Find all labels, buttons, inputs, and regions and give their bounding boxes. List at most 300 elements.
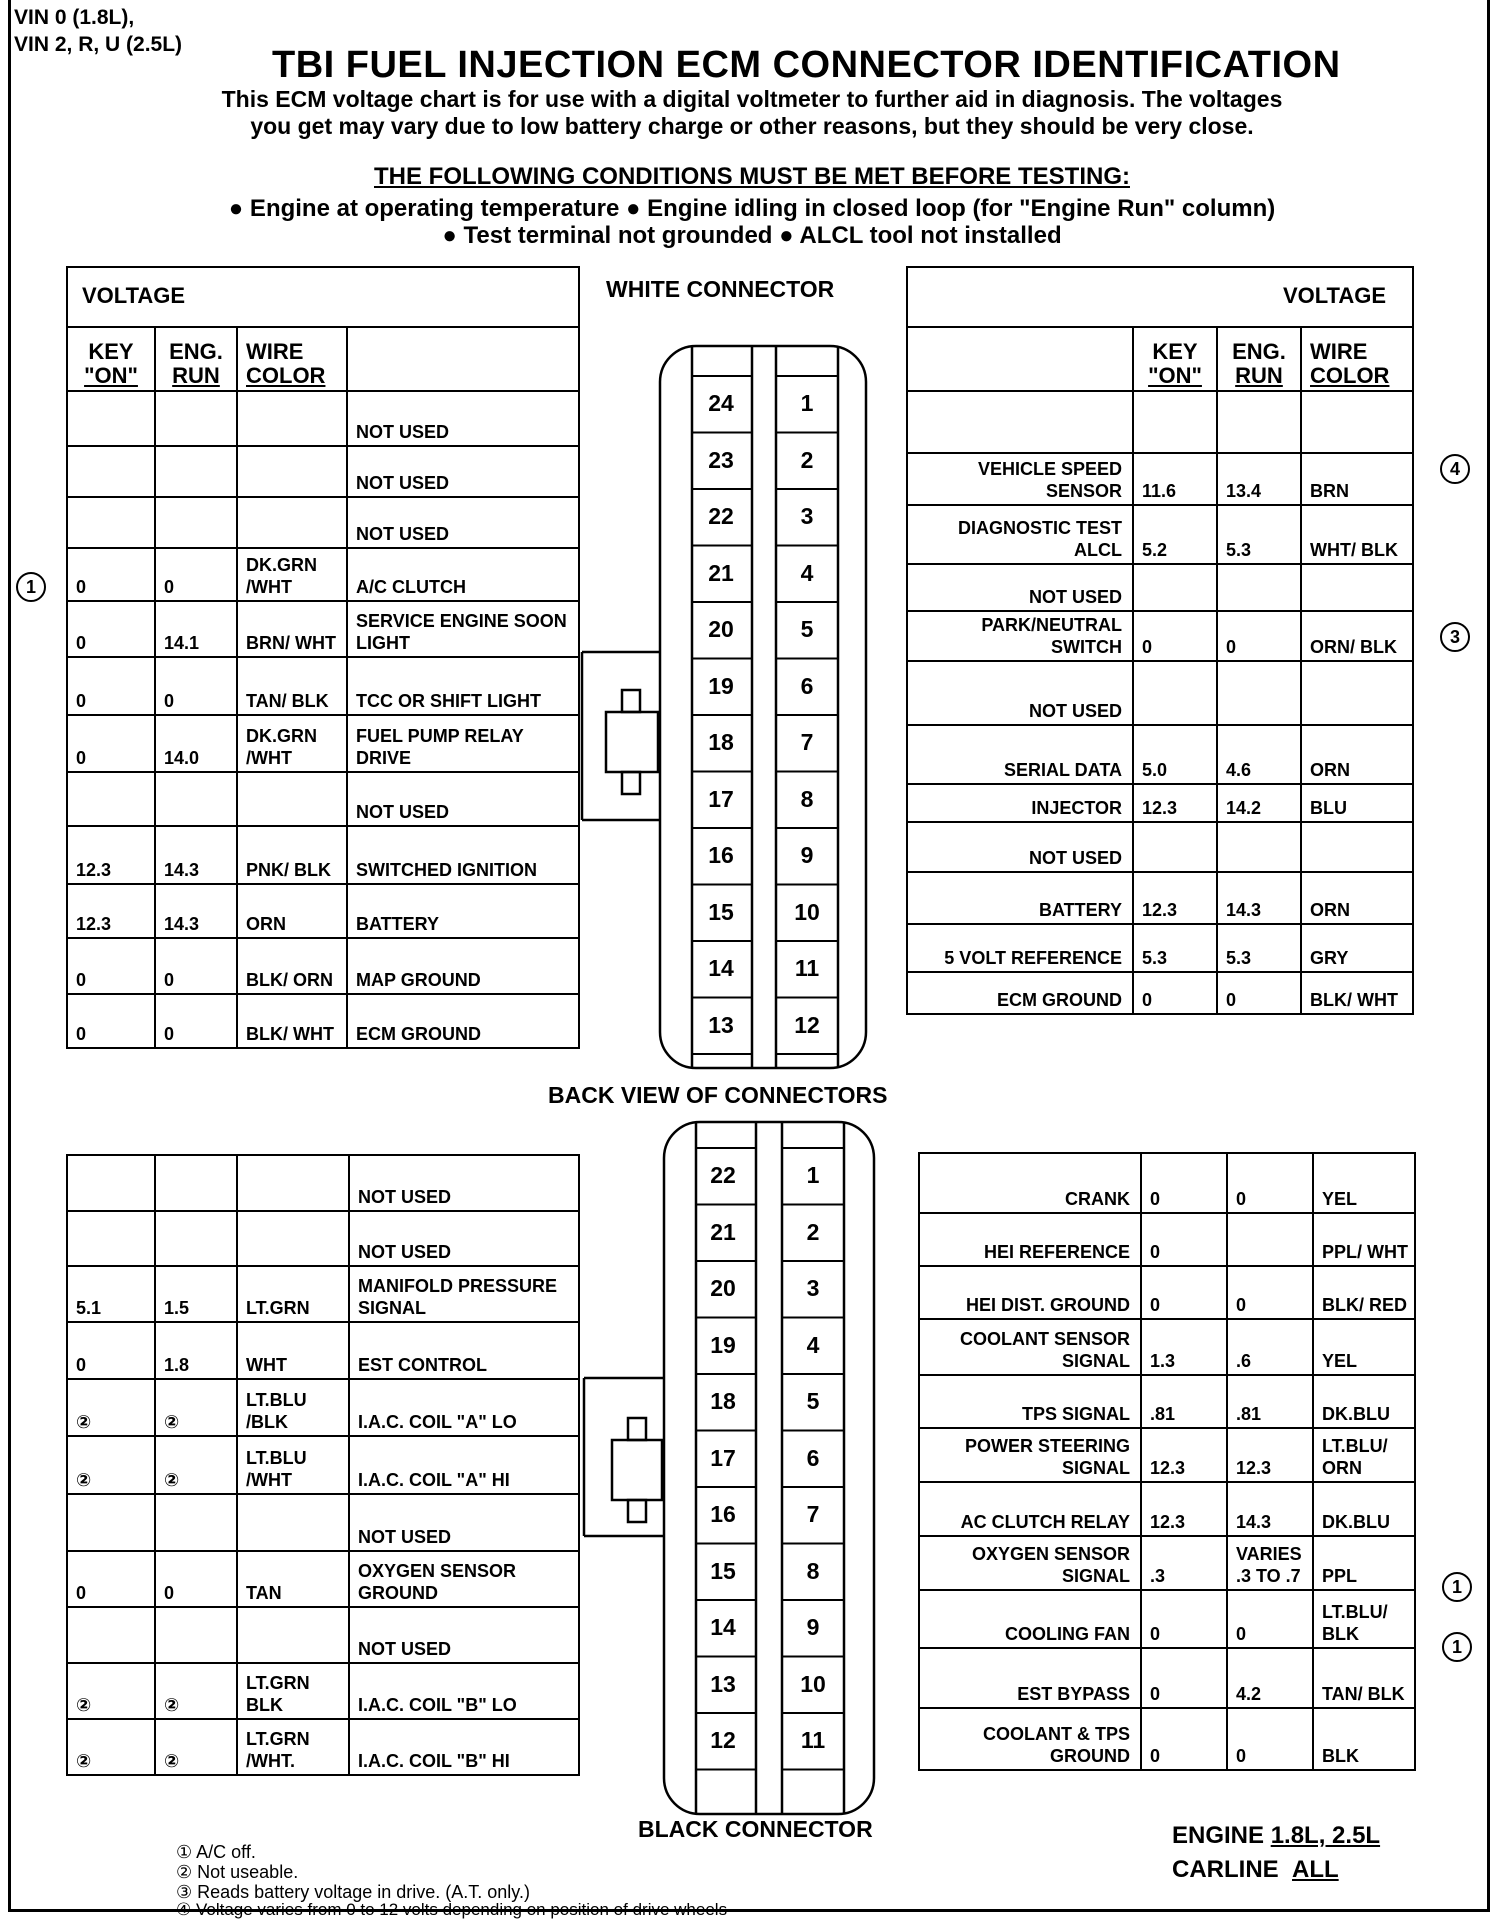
- white-left-key-on-17: [67, 772, 155, 826]
- white-right-eng-run-12: 0: [1217, 972, 1301, 1014]
- black-right-eng-run-7: 14.3: [1227, 1482, 1313, 1536]
- black-right-row-pin-10: [919, 1648, 1415, 1708]
- black-right-row-pin-3: [919, 1266, 1415, 1319]
- note-3: ③ Reads battery voltage in drive. (A.T. only.): [176, 1882, 530, 1902]
- white-connector-right-pin-1: 1: [800, 390, 814, 416]
- white-left-key-on-14: 0: [67, 938, 155, 994]
- white-left-wire-color-14: BLK/ ORN: [237, 938, 347, 994]
- black-right-row-pin-7: [919, 1482, 1415, 1536]
- white-left-eng-run-23: [155, 446, 237, 497]
- white-left-wire-color-18: DK.GRN /WHT: [237, 715, 347, 772]
- white-left-row-pin-16: [67, 826, 579, 884]
- black-connector-left-pin-15: 15: [710, 1557, 736, 1584]
- black-right-eng-run-10: 4.2: [1227, 1648, 1313, 1708]
- black-right-wire-color-8: PPL: [1313, 1536, 1415, 1590]
- carline-line: [1172, 1856, 1339, 1884]
- black-connector-right-pin-7: 7: [806, 1501, 820, 1527]
- white-right-eng-run-1: [1217, 391, 1301, 453]
- black-left-key-on-13: ②: [67, 1663, 155, 1719]
- eng-run-header-right: ENG. RUN: [1217, 327, 1301, 391]
- white-right-key-on-4: [1133, 564, 1217, 611]
- black-left-row-pin-13: [67, 1663, 579, 1719]
- black-right-function-3: HEI DIST. GROUND: [919, 1266, 1141, 1319]
- black-left-eng-run-12: ②: [155, 1719, 237, 1775]
- white-left-row-pin-22: [67, 497, 579, 548]
- white-right-function-5: PARK/NEUTRAL SWITCH: [907, 611, 1133, 661]
- black-left-key-on-20: 5.1: [67, 1266, 155, 1322]
- white-right-wire-color-3: WHT/ BLK: [1301, 505, 1413, 564]
- conditions-line-1: ● Engine at operating temperature ● Engine idling in closed loop (for "Engine Run" column): [228, 195, 1276, 222]
- black-right-key-on-11: 0: [1141, 1708, 1227, 1770]
- black-left-wire-color-21: [237, 1211, 349, 1266]
- black-connector-right-pin-10: 10: [800, 1670, 826, 1697]
- intro-line-1: This ECM voltage chart is for use with a digital voltmeter to further aid in diagnosis. The voltages: [221, 86, 1283, 112]
- white-right-function-12: ECM GROUND: [907, 972, 1133, 1014]
- white-left-function-13: ECM GROUND: [347, 994, 579, 1048]
- white-left-eng-run-22: [155, 497, 237, 548]
- white-connector-title: WHITE CONNECTOR: [606, 276, 835, 302]
- white-left-key-on-22: [67, 497, 155, 548]
- white-connector-left-pin-23: 23: [708, 446, 734, 473]
- black-left-wire-color-13: LT.GRN BLK: [237, 1663, 349, 1719]
- white-left-row-pin-17: [67, 772, 579, 826]
- black-left-eng-run-19: 1.8: [155, 1322, 237, 1379]
- black-right-row-pin-5: [919, 1375, 1415, 1428]
- black-left-wire-color-19: WHT: [237, 1322, 349, 1379]
- white-left-row-pin-24: [67, 391, 579, 446]
- white-left-eng-run-24: [155, 391, 237, 446]
- black-right-function-6: POWER STEERING SIGNAL: [919, 1428, 1141, 1482]
- white-right-eng-run-7: 4.6: [1217, 725, 1301, 784]
- black-left-eng-run-20: 1.5: [155, 1266, 237, 1322]
- white-left-key-on-23: [67, 446, 155, 497]
- white-left-wire-color-17: [237, 772, 347, 826]
- black-right-wire-color-9: LT.BLU/ BLK: [1313, 1590, 1415, 1648]
- white-right-wire-color-9: [1301, 822, 1413, 872]
- white-right-function-10: BATTERY: [907, 872, 1133, 924]
- black-right-wire-color-7: DK.BLU: [1313, 1482, 1415, 1536]
- white-left-row-pin-19: [67, 657, 579, 715]
- note-1: ① A/C off.: [176, 1842, 256, 1862]
- white-left-row-pin-23: [67, 446, 579, 497]
- black-left-eng-run-14: [155, 1607, 237, 1663]
- white-connector-left-pin-24: 24: [708, 390, 734, 416]
- black-connector-right-pin-3: 3: [806, 1275, 820, 1301]
- white-left-row-pin-14: [67, 938, 579, 994]
- white-right-eng-run-6: [1217, 661, 1301, 725]
- white-right-key-on-1: [1133, 391, 1217, 453]
- black-connector-left-pin-12: 12: [710, 1727, 736, 1753]
- white-right-row-pin-12: [907, 972, 1413, 1014]
- white-left-wire-color-24: [237, 391, 347, 446]
- black-right-function-2: HEI REFERENCE: [919, 1213, 1141, 1266]
- black-connector-left-pin-20: 20: [710, 1275, 736, 1301]
- white-right-function-11: 5 VOLT REFERENCE: [907, 924, 1133, 972]
- white-left-key-on-16: 12.3: [67, 826, 155, 884]
- white-connector-right-pin-8: 8: [800, 785, 814, 812]
- white-connector-right-pin-12: 12: [794, 1011, 820, 1038]
- white-connector-right-pin-5: 5: [800, 616, 814, 642]
- white-right-row-pin-8: [907, 784, 1413, 822]
- black-right-row-pin-8: [919, 1536, 1415, 1590]
- black-right-key-on-8: .3: [1141, 1536, 1227, 1590]
- white-connector-right-pin-4: 4: [800, 559, 814, 586]
- key-on-header: KEY "ON": [67, 327, 155, 391]
- callout-4-vss: 4: [1440, 454, 1470, 484]
- white-right-wire-color-7: ORN: [1301, 725, 1413, 784]
- white-connector-left-pin-14: 14: [708, 955, 734, 981]
- black-left-row-pin-16: [67, 1494, 579, 1551]
- white-connector-right-pin-11: 11: [794, 955, 820, 981]
- white-left-key-on-20: 0: [67, 601, 155, 657]
- black-right-row-pin-11: [919, 1708, 1415, 1770]
- white-left-eng-run-13: 0: [155, 994, 237, 1048]
- white-right-key-on-3: 5.2: [1133, 505, 1217, 564]
- callout-1-white-21: 1: [16, 572, 46, 602]
- black-right-key-on-9: 0: [1141, 1590, 1227, 1648]
- black-right-wire-color-1: YEL: [1313, 1153, 1415, 1213]
- white-left-table: [66, 266, 580, 1049]
- white-left-eng-run-18: 14.0: [155, 715, 237, 772]
- white-left-wire-color-13: BLK/ WHT: [237, 994, 347, 1048]
- black-left-table: [66, 1154, 580, 1776]
- black-right-function-10: EST BYPASS: [919, 1648, 1141, 1708]
- white-connector-left-pin-13: 13: [708, 1011, 734, 1038]
- white-connector-left-pin-16: 16: [708, 842, 734, 868]
- white-right-function-6: NOT USED: [907, 661, 1133, 725]
- black-left-function-20: MANIFOLD PRESSURE SIGNAL: [349, 1266, 579, 1322]
- white-left-function-16: SWITCHED IGNITION: [347, 826, 579, 884]
- black-connector-right-pin-11: 11: [800, 1727, 826, 1753]
- voltage-header: VOLTAGE: [67, 267, 347, 327]
- white-connector-left-pin-19: 19: [708, 672, 734, 699]
- black-right-key-on-6: 12.3: [1141, 1428, 1227, 1482]
- carline-label: CARLINE: [1172, 1856, 1279, 1883]
- black-left-key-on-22: [67, 1155, 155, 1211]
- black-connector-left-pin-21: 21: [710, 1218, 736, 1245]
- wire-color-header-right: WIRE COLOR: [1301, 327, 1413, 391]
- white-left-function-15: BATTERY: [347, 884, 579, 938]
- white-right-row-pin-2: [907, 453, 1413, 505]
- conditions-line-2: ● Test terminal not grounded ● ALCL tool not installed: [442, 222, 1062, 249]
- white-left-function-23: NOT USED: [347, 446, 579, 497]
- white-left-function-14: MAP GROUND: [347, 938, 579, 994]
- white-right-row-pin-5: [907, 611, 1413, 661]
- white-right-key-on-12: 0: [1133, 972, 1217, 1014]
- black-left-key-on-14: [67, 1607, 155, 1663]
- white-connector-left-pin-21: 21: [708, 559, 734, 586]
- page-title: TBI FUEL INJECTION ECM CONNECTOR IDENTIFICATION: [272, 44, 1341, 86]
- black-left-eng-run-18: ②: [155, 1379, 237, 1436]
- white-left-function-17: NOT USED: [347, 772, 579, 826]
- white-right-key-on-10: 12.3: [1133, 872, 1217, 924]
- black-right-wire-color-11: BLK: [1313, 1708, 1415, 1770]
- white-connector-left-pin-17: 17: [708, 785, 734, 812]
- white-right-row-pin-6: [907, 661, 1413, 725]
- black-left-function-18: I.A.C. COIL "A" LO: [349, 1379, 579, 1436]
- white-right-wire-color-12: BLK/ WHT: [1301, 972, 1413, 1014]
- white-left-function-22: NOT USED: [347, 497, 579, 548]
- white-left-function-20: SERVICE ENGINE SOON LIGHT: [347, 601, 579, 657]
- white-left-eng-run-14: 0: [155, 938, 237, 994]
- black-left-key-on-18: ②: [67, 1379, 155, 1436]
- black-right-key-on-7: 12.3: [1141, 1482, 1227, 1536]
- white-left-row-pin-18: [67, 715, 579, 772]
- white-left-key-on-18: 0: [67, 715, 155, 772]
- white-left-key-on-19: 0: [67, 657, 155, 715]
- black-right-eng-run-2: [1227, 1213, 1313, 1266]
- black-left-key-on-15: 0: [67, 1551, 155, 1607]
- white-right-eng-run-2: 13.4: [1217, 453, 1301, 505]
- black-connector-left-pin-13: 13: [710, 1670, 736, 1697]
- white-right-wire-color-10: ORN: [1301, 872, 1413, 924]
- white-right-eng-run-3: 5.3: [1217, 505, 1301, 564]
- back-view-title: BACK VIEW OF CONNECTORS: [548, 1082, 888, 1108]
- black-right-row-pin-9: [919, 1590, 1415, 1648]
- black-left-eng-run-22: [155, 1155, 237, 1211]
- white-right-wire-color-4: [1301, 564, 1413, 611]
- white-left-wire-color-21: DK.GRN /WHT: [237, 548, 347, 601]
- black-left-row-pin-12: [67, 1719, 579, 1775]
- white-right-eng-run-10: 14.3: [1217, 872, 1301, 924]
- white-connector-right-pin-10: 10: [794, 898, 820, 925]
- white-left-eng-run-21: 0: [155, 548, 237, 601]
- black-right-eng-run-4: .6: [1227, 1319, 1313, 1375]
- white-left-wire-color-19: TAN/ BLK: [237, 657, 347, 715]
- conditions-heading: THE FOLLOWING CONDITIONS MUST BE MET BEFORE TESTING:: [374, 163, 1130, 190]
- white-left-eng-run-19: 0: [155, 657, 237, 715]
- white-right-table: [906, 266, 1414, 1015]
- white-right-key-on-2: 11.6: [1133, 453, 1217, 505]
- white-connector-right-pin-6: 6: [800, 672, 814, 699]
- callout-1-oxygen-sensor: 1: [1442, 1572, 1472, 1602]
- white-left-key-on-24: [67, 391, 155, 446]
- black-connector-title: BLACK CONNECTOR: [638, 1816, 873, 1842]
- white-left-row-pin-21: [67, 548, 579, 601]
- black-left-row-pin-22: [67, 1155, 579, 1211]
- wire-color-header: WIRE COLOR: [237, 327, 347, 391]
- black-right-key-on-2: 0: [1141, 1213, 1227, 1266]
- black-left-key-on-21: [67, 1211, 155, 1266]
- black-right-row-pin-6: [919, 1428, 1415, 1482]
- black-left-function-14: NOT USED: [349, 1607, 579, 1663]
- black-left-eng-run-21: [155, 1211, 237, 1266]
- black-left-function-15: OXYGEN SENSOR GROUND: [349, 1551, 579, 1607]
- black-left-wire-color-22: [237, 1155, 349, 1211]
- black-right-function-11: COOLANT & TPS GROUND: [919, 1708, 1141, 1770]
- white-right-function-9: NOT USED: [907, 822, 1133, 872]
- black-right-key-on-10: 0: [1141, 1648, 1227, 1708]
- white-left-eng-run-16: 14.3: [155, 826, 237, 884]
- white-left-key-on-21: 0: [67, 548, 155, 601]
- callout-1-cooling-fan: 1: [1442, 1632, 1472, 1662]
- black-connector-left-pin-14: 14: [710, 1614, 736, 1640]
- white-right-eng-run-8: 14.2: [1217, 784, 1301, 822]
- voltage-header-right: VOLTAGE: [1133, 267, 1413, 327]
- black-left-row-pin-17: [67, 1436, 579, 1494]
- black-connector-right-pin-1: 1: [806, 1162, 820, 1188]
- white-right-key-on-7: 5.0: [1133, 725, 1217, 784]
- white-right-eng-run-5: 0: [1217, 611, 1301, 661]
- black-left-row-pin-21: [67, 1211, 579, 1266]
- white-left-row-pin-20: [67, 601, 579, 657]
- note-4: ④ Voltage varies from 0 to 12 volts depending on position of drive wheels: [176, 1900, 728, 1919]
- white-right-row-pin-10: [907, 872, 1413, 924]
- black-connector-left-pin-18: 18: [710, 1388, 736, 1414]
- black-left-wire-color-14: [237, 1607, 349, 1663]
- white-connector-right-pin-2: 2: [800, 446, 814, 473]
- black-left-function-21: NOT USED: [349, 1211, 579, 1266]
- white-left-function-21: A/C CLUTCH: [347, 548, 579, 601]
- black-left-wire-color-18: LT.BLU /BLK: [237, 1379, 349, 1436]
- white-right-eng-run-9: [1217, 822, 1301, 872]
- black-right-eng-run-5: .81: [1227, 1375, 1313, 1428]
- black-left-key-on-16: [67, 1494, 155, 1551]
- white-right-wire-color-5: ORN/ BLK: [1301, 611, 1413, 661]
- black-left-row-pin-14: [67, 1607, 579, 1663]
- black-left-wire-color-12: LT.GRN /WHT.: [237, 1719, 349, 1775]
- black-connector-right-pin-6: 6: [806, 1444, 820, 1471]
- white-right-function-7: SERIAL DATA: [907, 725, 1133, 784]
- black-connector-latch: [612, 1440, 662, 1500]
- black-connector-left-pin-19: 19: [710, 1331, 736, 1358]
- white-left-eng-run-17: [155, 772, 237, 826]
- white-connector-left-pin-15: 15: [708, 898, 734, 925]
- black-right-wire-color-4: YEL: [1313, 1319, 1415, 1375]
- white-connector-latch: [606, 712, 658, 772]
- white-left-row-pin-15: [67, 884, 579, 938]
- black-right-key-on-5: .81: [1141, 1375, 1227, 1428]
- white-left-wire-color-20: BRN/ WHT: [237, 601, 347, 657]
- callout-3-park-neutral: 3: [1440, 622, 1470, 652]
- white-right-row-pin-7: [907, 725, 1413, 784]
- engine-line: [1172, 1822, 1380, 1850]
- black-left-wire-color-16: [237, 1494, 349, 1551]
- white-right-key-on-9: [1133, 822, 1217, 872]
- vin-line-2: VIN 2, R, U (2.5L): [14, 33, 183, 56]
- white-right-eng-run-11: 5.3: [1217, 924, 1301, 972]
- white-right-function-3: DIAGNOSTIC TEST ALCL: [907, 505, 1133, 564]
- white-right-eng-run-4: [1217, 564, 1301, 611]
- white-right-key-on-8: 12.3: [1133, 784, 1217, 822]
- white-left-row-pin-13: [67, 994, 579, 1048]
- black-left-wire-color-15: TAN: [237, 1551, 349, 1607]
- white-connector-right-pin-9: 9: [800, 842, 814, 868]
- black-connector-right-pin-5: 5: [806, 1388, 820, 1414]
- white-left-wire-color-23: [237, 446, 347, 497]
- white-right-row-pin-1: [907, 391, 1413, 453]
- white-left-function-19: TCC OR SHIFT LIGHT: [347, 657, 579, 715]
- white-connector-left-pin-22: 22: [708, 503, 734, 529]
- white-right-wire-color-8: BLU: [1301, 784, 1413, 822]
- black-right-key-on-3: 0: [1141, 1266, 1227, 1319]
- white-left-function-18: FUEL PUMP RELAY DRIVE: [347, 715, 579, 772]
- black-right-wire-color-5: DK.BLU: [1313, 1375, 1415, 1428]
- carline-value: ALL: [1292, 1856, 1339, 1883]
- white-left-eng-run-20: 14.1: [155, 601, 237, 657]
- white-connector-right-pin-3: 3: [800, 503, 814, 529]
- black-right-function-4: COOLANT SENSOR SIGNAL: [919, 1319, 1141, 1375]
- white-right-wire-color-1: [1301, 391, 1413, 453]
- black-left-function-12: I.A.C. COIL "B" HI: [349, 1719, 579, 1775]
- black-right-eng-run-8: VARIES .3 TO .7: [1227, 1536, 1313, 1590]
- black-left-row-pin-20: [67, 1266, 579, 1322]
- white-right-function-4: NOT USED: [907, 564, 1133, 611]
- black-left-key-on-19: 0: [67, 1322, 155, 1379]
- white-right-key-on-6: [1133, 661, 1217, 725]
- white-connector-left-pin-18: 18: [708, 729, 734, 755]
- black-left-eng-run-17: ②: [155, 1436, 237, 1494]
- white-right-function-1: [907, 391, 1133, 453]
- black-right-wire-color-3: BLK/ RED: [1313, 1266, 1415, 1319]
- black-right-key-on-1: 0: [1141, 1153, 1227, 1213]
- black-right-row-pin-4: [919, 1319, 1415, 1375]
- black-left-key-on-12: ②: [67, 1719, 155, 1775]
- white-left-eng-run-15: 14.3: [155, 884, 237, 938]
- black-left-function-13: I.A.C. COIL "B" LO: [349, 1663, 579, 1719]
- black-right-eng-run-11: 0: [1227, 1708, 1313, 1770]
- intro-line-2: you get may vary due to low battery charge or other reasons, but they should be very close.: [250, 113, 1254, 139]
- white-right-row-pin-9: [907, 822, 1413, 872]
- black-connector-right-pin-9: 9: [806, 1614, 820, 1640]
- white-left-wire-color-22: [237, 497, 347, 548]
- engine-label: ENGINE: [1172, 1822, 1265, 1849]
- white-right-key-on-5: 0: [1133, 611, 1217, 661]
- black-connector-right-pin-8: 8: [806, 1557, 820, 1584]
- white-right-function-8: INJECTOR: [907, 784, 1133, 822]
- black-left-row-pin-18: [67, 1379, 579, 1436]
- black-left-eng-run-16: [155, 1494, 237, 1551]
- white-right-wire-color-11: GRY: [1301, 924, 1413, 972]
- white-connector-left-pin-20: 20: [708, 616, 734, 642]
- black-left-eng-run-13: ②: [155, 1663, 237, 1719]
- black-connector-left-pin-22: 22: [710, 1162, 736, 1188]
- black-right-function-5: TPS SIGNAL: [919, 1375, 1141, 1428]
- black-right-eng-run-1: 0: [1227, 1153, 1313, 1213]
- white-left-wire-color-15: ORN: [237, 884, 347, 938]
- black-connector-left-pin-16: 16: [710, 1501, 736, 1527]
- white-left-key-on-15: 12.3: [67, 884, 155, 938]
- black-left-key-on-17: ②: [67, 1436, 155, 1494]
- black-right-row-pin-1: [919, 1153, 1415, 1213]
- black-right-function-7: AC CLUTCH RELAY: [919, 1482, 1141, 1536]
- black-left-function-17: I.A.C. COIL "A" HI: [349, 1436, 579, 1494]
- white-right-row-pin-4: [907, 564, 1413, 611]
- black-right-function-1: CRANK: [919, 1153, 1141, 1213]
- black-left-row-pin-15: [67, 1551, 579, 1607]
- black-left-function-22: NOT USED: [349, 1155, 579, 1211]
- black-right-table: [918, 1152, 1416, 1771]
- white-right-row-pin-3: [907, 505, 1413, 564]
- black-right-wire-color-2: PPL/ WHT: [1313, 1213, 1415, 1266]
- black-right-function-9: COOLING FAN: [919, 1590, 1141, 1648]
- white-right-key-on-11: 5.3: [1133, 924, 1217, 972]
- black-right-eng-run-3: 0: [1227, 1266, 1313, 1319]
- white-right-function-2: VEHICLE SPEED SENSOR: [907, 453, 1133, 505]
- black-connector-left-pin-17: 17: [710, 1444, 736, 1471]
- white-right-wire-color-2: BRN: [1301, 453, 1413, 505]
- black-connector-right-pin-2: 2: [806, 1218, 820, 1245]
- black-right-function-8: OXYGEN SENSOR SIGNAL: [919, 1536, 1141, 1590]
- black-left-wire-color-17: LT.BLU /WHT: [237, 1436, 349, 1494]
- black-right-wire-color-6: LT.BLU/ ORN: [1313, 1428, 1415, 1482]
- engine-value: 1.8L, 2.5L: [1270, 1822, 1381, 1849]
- white-left-key-on-13: 0: [67, 994, 155, 1048]
- key-on-header-right: KEY "ON": [1133, 327, 1217, 391]
- black-right-key-on-4: 1.3: [1141, 1319, 1227, 1375]
- white-right-row-pin-11: [907, 924, 1413, 972]
- white-left-wire-color-16: PNK/ BLK: [237, 826, 347, 884]
